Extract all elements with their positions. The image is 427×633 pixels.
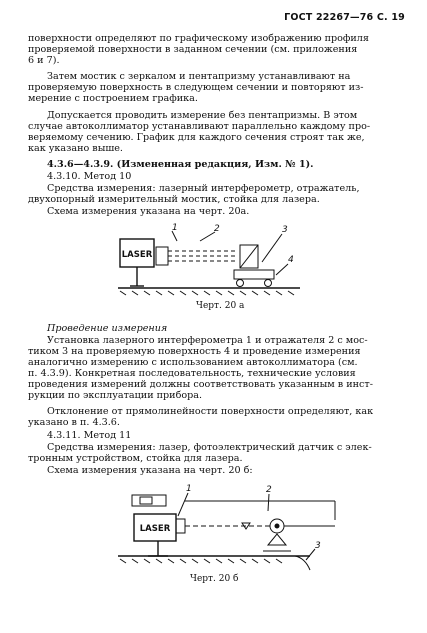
figure-caption-b: Черт. 20 б (190, 574, 239, 584)
laser-label-b: LASER (139, 524, 171, 534)
callout-1: 1 (172, 223, 178, 233)
paragraph-line: Отклонение от прямолинейности поверхности определяют, как (47, 406, 374, 417)
section-heading: 4.3.10. Метод 10 (47, 171, 132, 182)
paragraph-line: Средства измерения: лазер, фотоэлектрический датчик с элек- (47, 442, 372, 453)
paragraph-line: Средства измерения: лазерный интерферометр, отражатель, (47, 183, 360, 194)
paragraph-line: проверяемой поверхности в заданном сечении (см. приложения (28, 44, 358, 55)
section-heading: 4.3.11. Метод 11 (47, 430, 132, 441)
paragraph-line: веряемому сечению. График для каждого сечения строят так же, (28, 132, 365, 143)
laser-label-a: LASER (121, 250, 153, 260)
callout-1: 1 (186, 484, 192, 494)
callout-3: 3 (282, 225, 288, 235)
paragraph-line: Схема измерения указана на черт. 20 б: (47, 465, 253, 476)
paragraph-line: тиком 3 на проверяемую поверхность 4 и проведение измерения (28, 346, 361, 357)
paragraph-line: как указано выше. (28, 143, 123, 154)
callout-3: 3 (315, 541, 321, 551)
laser-aperture (176, 519, 185, 533)
section-subheading: Проведение измерения (47, 323, 168, 334)
page-header: ГОСТ 22267—76 С. 19 (284, 12, 405, 23)
amendment-note: 4.3.6—4.3.9. (Измененная редакция, Изм. № 1). (47, 159, 314, 170)
sensor-carriage (268, 534, 286, 545)
paragraph-line: случае автоколлиматор устанавливают параллельно каждому про- (28, 121, 371, 132)
paragraph-line: Допускается проводить измерение без пентапризмы. В этом (47, 110, 358, 121)
paragraph-line: аналогично измерению с использованием автоколлиматора (см. (28, 357, 358, 368)
callout-2: 2 (214, 224, 220, 234)
paragraph-line: 6 и 7). (28, 55, 60, 66)
paragraph-line: Установка лазерного интерферометра 1 и отражателя 2 с мос- (47, 335, 368, 346)
paragraph-line: указано в п. 4.3.6. (28, 417, 120, 428)
paragraph-line: Затем мостик с зеркалом и пентапризму устанавливают на (47, 71, 351, 82)
paragraph-line: рукции по эксплуатации прибора. (28, 390, 203, 401)
paragraph-line: поверхности определяют по графическому изображению профиля (28, 33, 369, 44)
callout-4: 4 (288, 255, 294, 265)
figure-caption-a: Черт. 20 а (196, 301, 245, 311)
paragraph-line: двухопорный измерительный мостик, стойка для лазера. (28, 194, 320, 205)
paragraph-line: проверяемую поверхность в следующем сечении и повторяют из- (28, 82, 364, 93)
paragraph-line: п. 4.3.9). Конкретная последовательность, технические условия (28, 368, 356, 379)
paragraph-line: Схема измерения указана на черт. 20а. (47, 206, 250, 217)
paragraph-line: мерение с построением графика. (28, 93, 198, 104)
paragraph-line: тронным устройством, стойка для лазера. (28, 453, 243, 464)
callout-2: 2 (266, 485, 272, 495)
paragraph-line: проведения измерений должны соответствовать указанным в инст- (28, 379, 373, 390)
